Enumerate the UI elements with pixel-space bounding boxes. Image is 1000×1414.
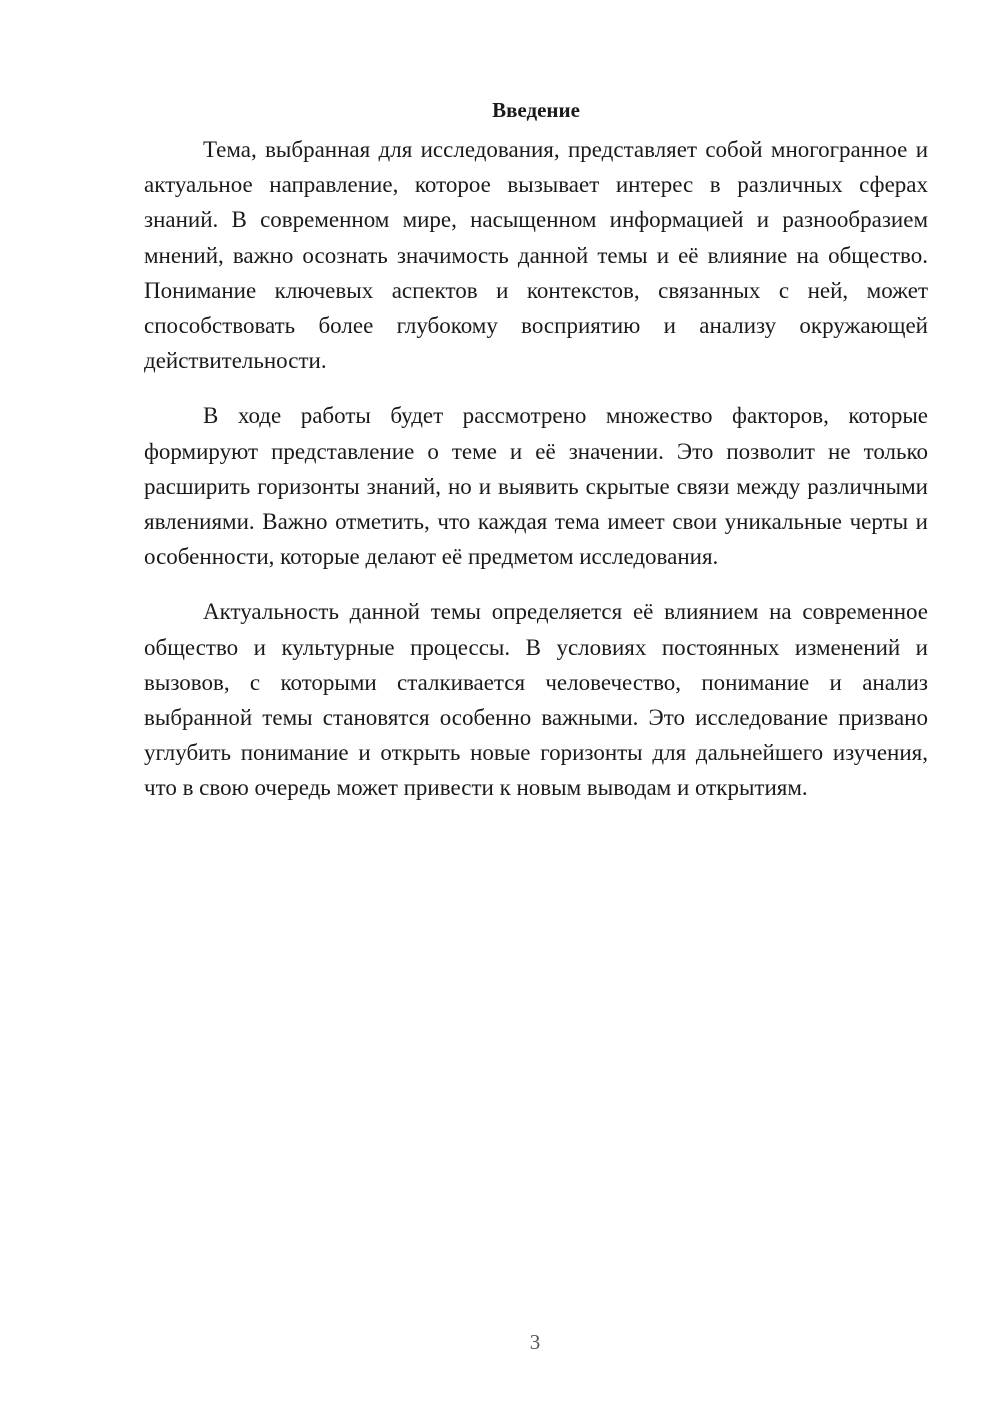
section-title: Введение [492,98,580,122]
body-paragraph: Актуальность данной темы определяется её влиянием на современное общество и культурные процессы. В условиях постоянных изменений и вызовов, с которыми сталкивается человечество, понимание и анализ выбранной темы становятся особенно важными. Это исследование призвано углубить понимание и открыть новые горизонты для дальнейшего изучения, что в свою очередь может привести к новым выводам и открытиям. [144,599,928,801]
page-content [144,92,928,826]
body-paragraph: В ходе работы будет рассмотрено множество факторов, которые формируют представление о теме и её значении. Это позволит не только расширить горизонты знаний, но и выявить скрытые связи между различными явлениями. Важно отметить, что каждая тема имеет свои уникальные черты и особенности, которые делают её предметом исследования. [144,403,928,570]
page-number: 3 [529,1330,541,1354]
body-paragraph: Тема, выбранная для исследования, представляет собой многогранное и актуальное направление, которое вызывает интерес в различных сферах знаний. В современном мире, насыщенном информацией и разнообразием мнений, важно осознать значимость данной темы и её влияние на общество. Понимание ключевых аспектов и контекстов, связанных с ней, может способствовать более глубокому восприятию и анализу окружающей действительности. [144,137,928,374]
